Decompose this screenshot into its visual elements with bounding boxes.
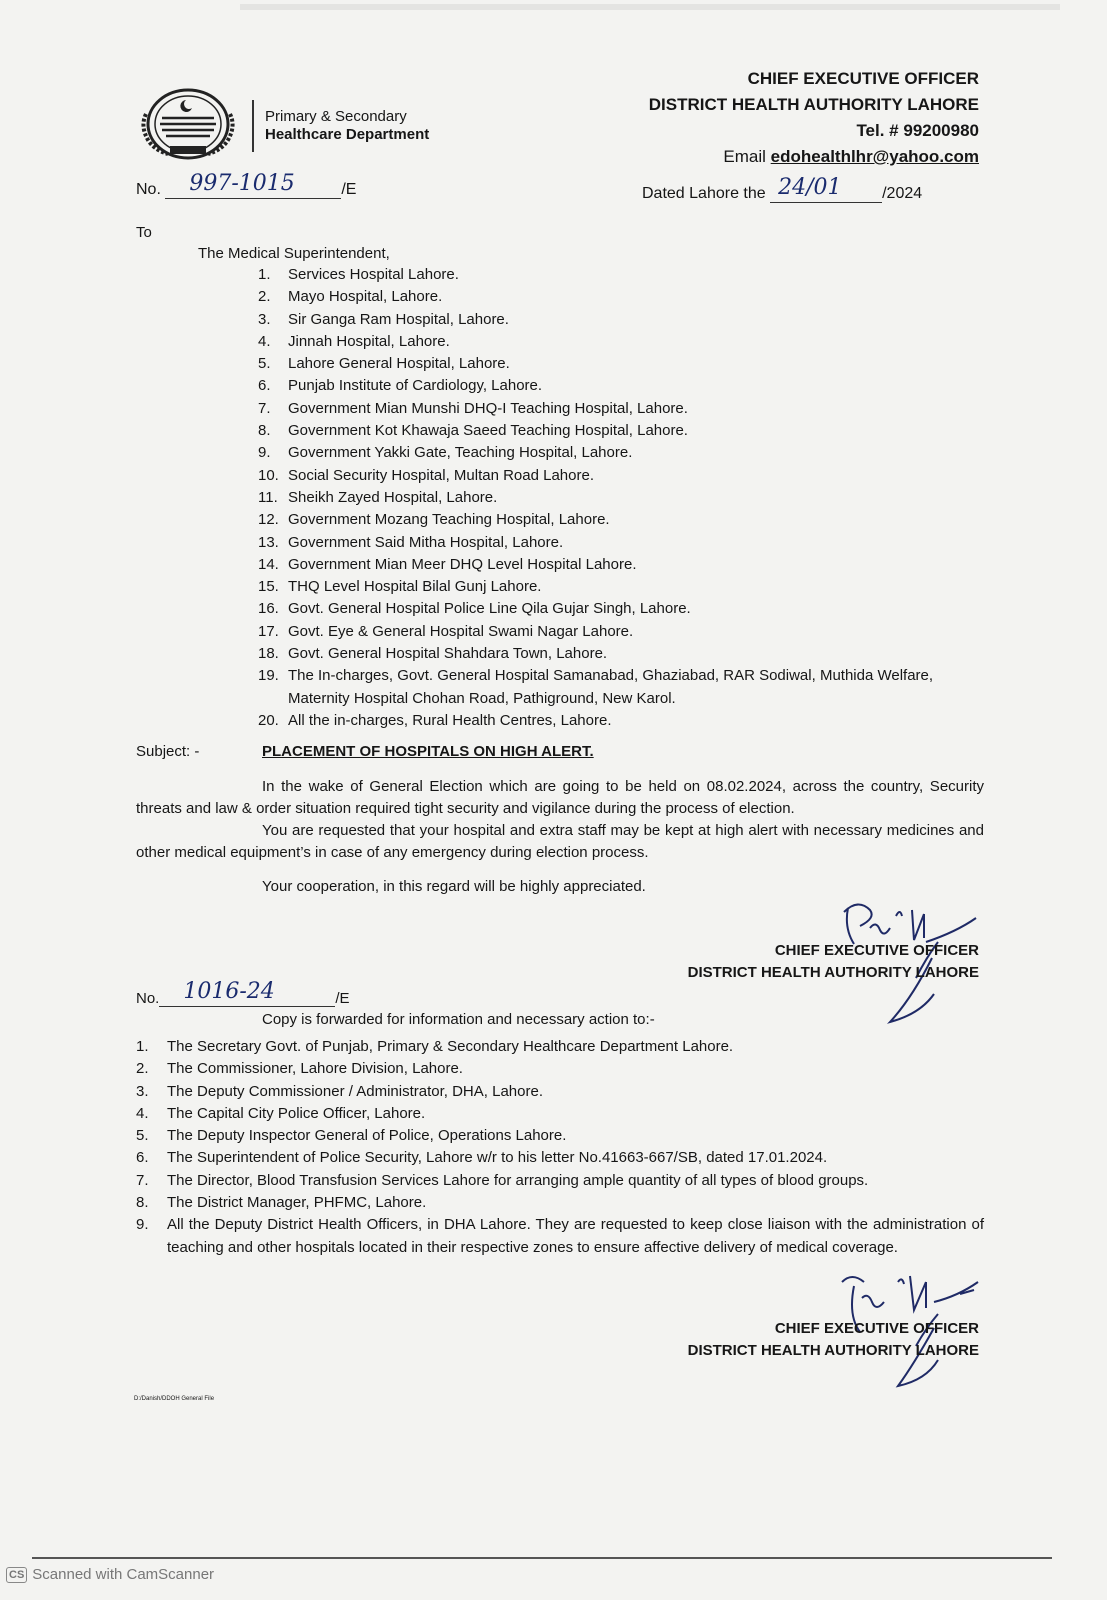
copy-list-item-number: 1. (136, 1038, 149, 1055)
hospital-list-item-number: 3. (258, 310, 271, 328)
copy-list-item-text: The Director, Blood Transfusion Services Lahore for arranging ample quantity of all types of blood groups. (167, 1171, 869, 1189)
copy-no-label: No. (136, 990, 160, 1007)
addressee: The Medical Superintendent, (198, 245, 390, 262)
hospital-list-item-text: Mayo Hospital, Lahore. (288, 288, 443, 306)
subject-text: PLACEMENT OF HOSPITALS ON HIGH ALERT. (262, 743, 594, 760)
hospital-list-item (258, 465, 938, 487)
reference-no-suffix: /E (341, 181, 357, 198)
copy-reference-number (136, 979, 350, 1007)
copy-list-item-number: 9. (136, 1216, 149, 1234)
hospital-list (258, 264, 938, 732)
scan-edge (240, 4, 1060, 10)
hospital-list-item-text: Government Said Mitha Hospital, Lahore. (288, 533, 564, 551)
copy-no-blank (159, 979, 335, 1007)
date-suffix: /2024 (882, 185, 923, 202)
hospital-list-item-text: All the in-charges, Rural Health Centres, Lahore. (288, 711, 612, 729)
hospital-list-item (258, 286, 938, 308)
reference-no-handwritten: 997-1015 (189, 171, 295, 196)
subject-label: Subject: - (136, 743, 200, 760)
scanner-watermark (6, 1566, 214, 1583)
hospital-list-item (258, 509, 938, 531)
copy-list-item-text: The District Manager, PHFMC, Lahore. (167, 1194, 427, 1212)
hospital-list-item-text: Govt. General Hospital Police Line Qila Gujar Singh, Lahore. (288, 600, 691, 618)
signature-2-office: DISTRICT HEALTH AUTHORITY LAHORE (687, 1342, 979, 1359)
office-header (649, 66, 979, 170)
body-paragraph-2: You are requested that your hospital and extra staff may be kept at high alert with necessary medicines and other medical equipment’s in case of any emergency during election process. (136, 822, 984, 861)
hospital-list-item-number: 5. (258, 355, 271, 373)
hospital-list-item-text: Government Kot Khawaja Saeed Teaching Hospital, Lahore. (288, 422, 688, 440)
hospital-list-item (258, 532, 938, 554)
hospital-list-item-text: Sheikh Zayed Hospital, Lahore. (288, 488, 498, 506)
punjab-emblem-icon (132, 84, 244, 164)
page-bottom-rule (32, 1557, 1052, 1559)
office-name: DISTRICT HEALTH AUTHORITY LAHORE (648, 95, 979, 114)
copy-no-handwritten: 1016-24 (183, 979, 275, 1004)
hospital-list-item-text: Lahore General Hospital, Lahore. (288, 355, 510, 373)
copy-list-item-number: 3. (136, 1082, 149, 1100)
body-paragraph-3: Your cooperation, in this regard will be highly appreciated. (262, 878, 646, 895)
hospital-list-item (258, 375, 938, 397)
date-handwritten: 24/01 (778, 175, 842, 200)
copy-list-item (136, 1103, 984, 1125)
copy-list-item-number: 6. (136, 1149, 149, 1167)
hospital-list-item (258, 487, 938, 509)
copy-list-item (136, 1214, 984, 1259)
copy-list-item (136, 1081, 984, 1103)
department-line-1: Primary & Secondary (265, 108, 407, 125)
copy-list-item-number: 2. (136, 1060, 149, 1078)
hospital-list-item-text: Sir Ganga Ram Hospital, Lahore. (288, 310, 509, 328)
hospital-list-item-number: 17. (258, 622, 279, 640)
hospital-list-item-number: 2. (258, 288, 271, 306)
hospital-list-item (258, 442, 938, 464)
copy-list-item-text: The Superintendent of Police Security, Lahore w/r to his letter No.41663-667/SB, dated 17.01.2024. (167, 1149, 828, 1167)
body-paragraph-1: In the wake of General Election which are going to be held on 08.02.2024, across the country, Security threats and law & order situation required tight security and vigilance during the process of election. (136, 778, 984, 817)
hospital-list-item-number: 15. (258, 578, 279, 596)
camscanner-logo-icon: CS (6, 1567, 27, 1583)
hospital-list-item-text: Services Hospital Lahore. (288, 266, 459, 283)
department-line-2: Healthcare Department (265, 126, 430, 143)
copy-intro: Copy is forwarded for information and necessary action to:- (262, 1011, 655, 1028)
hospital-list-item-number: 9. (258, 444, 271, 462)
office-tel: Tel. # 99200980 (856, 121, 979, 140)
letterhead-divider (252, 100, 254, 152)
signature-1-title: CHIEF EXECUTIVE OFFICER (774, 942, 979, 959)
department-name (265, 108, 429, 144)
signature-2-title: CHIEF EXECUTIVE OFFICER (774, 1320, 979, 1337)
hospital-list-item-text: Govt. General Hospital Shahdara Town, Lahore. (288, 645, 608, 663)
copy-list (136, 1036, 984, 1259)
copy-list-item-number: 7. (136, 1171, 149, 1189)
hospital-list-item (258, 353, 938, 375)
signature-block-1 (688, 940, 979, 984)
date-label: Dated Lahore the (642, 185, 766, 202)
hospital-list-item-text: Govt. Eye & General Hospital Swami Nagar Lahore. (288, 622, 634, 640)
reference-no-blank (165, 171, 341, 199)
copy-list-item-text: The Deputy Inspector General of Police, Operations Lahore. (167, 1127, 567, 1145)
date-blank (770, 175, 882, 203)
copy-list-item (136, 1125, 984, 1147)
hospital-list-item (258, 309, 938, 331)
copy-list-item-text: The Commissioner, Lahore Division, Lahore. (167, 1060, 463, 1078)
hospital-list-item-number: 20. (258, 711, 279, 729)
copy-no-suffix: /E (335, 990, 350, 1007)
hospital-list-item-number: 11. (258, 488, 278, 506)
hospital-list-item-text: Government Mian Munshi DHQ-I Teaching Hospital, Lahore. (288, 399, 688, 417)
hospital-list-item (258, 420, 938, 442)
hospital-list-item-text: Punjab Institute of Cardiology, Lahore. (288, 377, 543, 395)
copy-list-item-number: 4. (136, 1104, 149, 1122)
hospital-list-item (258, 710, 938, 732)
hospital-list-item-number: 12. (258, 511, 279, 529)
hospital-list-item (258, 264, 938, 286)
copy-list-item (136, 1036, 984, 1058)
hospital-list-item-text: Government Mozang Teaching Hospital, Lahore. (288, 511, 610, 529)
hospital-list-item-number: 10. (258, 466, 279, 484)
hospital-list-item (258, 621, 938, 643)
hospital-list-item-text: Government Yakki Gate, Teaching Hospital, Lahore. (288, 444, 633, 462)
office-title: CHIEF EXECUTIVE OFFICER (747, 69, 979, 88)
hospital-list-item (258, 331, 938, 353)
copy-list-item (136, 1170, 984, 1192)
hospital-list-item (258, 643, 938, 665)
hospital-list-item-number: 13. (258, 533, 279, 551)
hospital-list-item-number: 19. (258, 667, 279, 685)
hospital-list-item-number: 1. (258, 266, 271, 283)
copy-list-item-text: The Deputy Commissioner / Administrator, DHA, Lahore. (167, 1082, 543, 1100)
signature-1-office: DISTRICT HEALTH AUTHORITY LAHORE (687, 964, 979, 981)
reference-number (136, 171, 357, 199)
copy-list-item (136, 1147, 984, 1169)
copy-list-item-number: 5. (136, 1127, 149, 1145)
reference-date (642, 175, 923, 203)
hospital-list-item-number: 18. (258, 645, 279, 663)
copy-list-item-text: The Secretary Govt. of Punjab, Primary & Secondary Healthcare Department Lahore. (167, 1038, 734, 1055)
hospital-list-item-text: Social Security Hospital, Multan Road Lahore. (288, 466, 594, 484)
to-label: To (136, 224, 152, 241)
hospital-list-item (258, 598, 938, 620)
email-link[interactable]: edohealthlhr@yahoo.com (770, 147, 979, 166)
hospital-list-item-number: 6. (258, 377, 271, 395)
copy-list-item-text: The Capital City Police Officer, Lahore. (167, 1104, 426, 1122)
office-email-line (649, 144, 979, 170)
hospital-list-item-number: 14. (258, 555, 279, 573)
letter-body (136, 776, 984, 898)
reference-no-label: No. (136, 181, 161, 198)
hospital-list-item-number: 4. (258, 332, 271, 350)
hospital-list-item (258, 665, 938, 710)
copy-list-item (136, 1058, 984, 1080)
hospital-list-item-text: The In-charges, Govt. General Hospital Samanabad, Ghaziabad, RAR Sodiwal, Muthida Welfare, Maternity Hospital Chohan Road, Pathiground, New Karol. (288, 667, 934, 707)
hospital-list-item (258, 576, 938, 598)
hospital-list-item-text: Jinnah Hospital, Lahore. (288, 332, 450, 350)
copy-list-item (136, 1192, 984, 1214)
hospital-list-item-text: Government Mian Meer DHQ Level Hospital Lahore. (288, 555, 637, 573)
hospital-list-item-text: THQ Level Hospital Bilal Gunj Lahore. (288, 578, 542, 596)
hospital-list-item-number: 8. (258, 422, 271, 440)
email-label: Email (723, 147, 766, 166)
scanner-text: Scanned with CamScanner (32, 1566, 215, 1583)
copy-list-item-number: 8. (136, 1194, 149, 1212)
copy-list-item-text: All the Deputy District Health Officers, in DHA Lahore. They are requested to keep close liaison with the administration of teaching and other hospitals located in their respective zones to ensure affective delivery of medical coverage. (167, 1216, 984, 1256)
file-path: D:/Danish/DDOH General File (134, 1396, 215, 1402)
hospital-list-item (258, 554, 938, 576)
hospital-list-item (258, 398, 938, 420)
hospital-list-item-number: 7. (258, 399, 271, 417)
signature-block-2 (688, 1318, 979, 1362)
hospital-list-item-number: 16. (258, 600, 279, 618)
